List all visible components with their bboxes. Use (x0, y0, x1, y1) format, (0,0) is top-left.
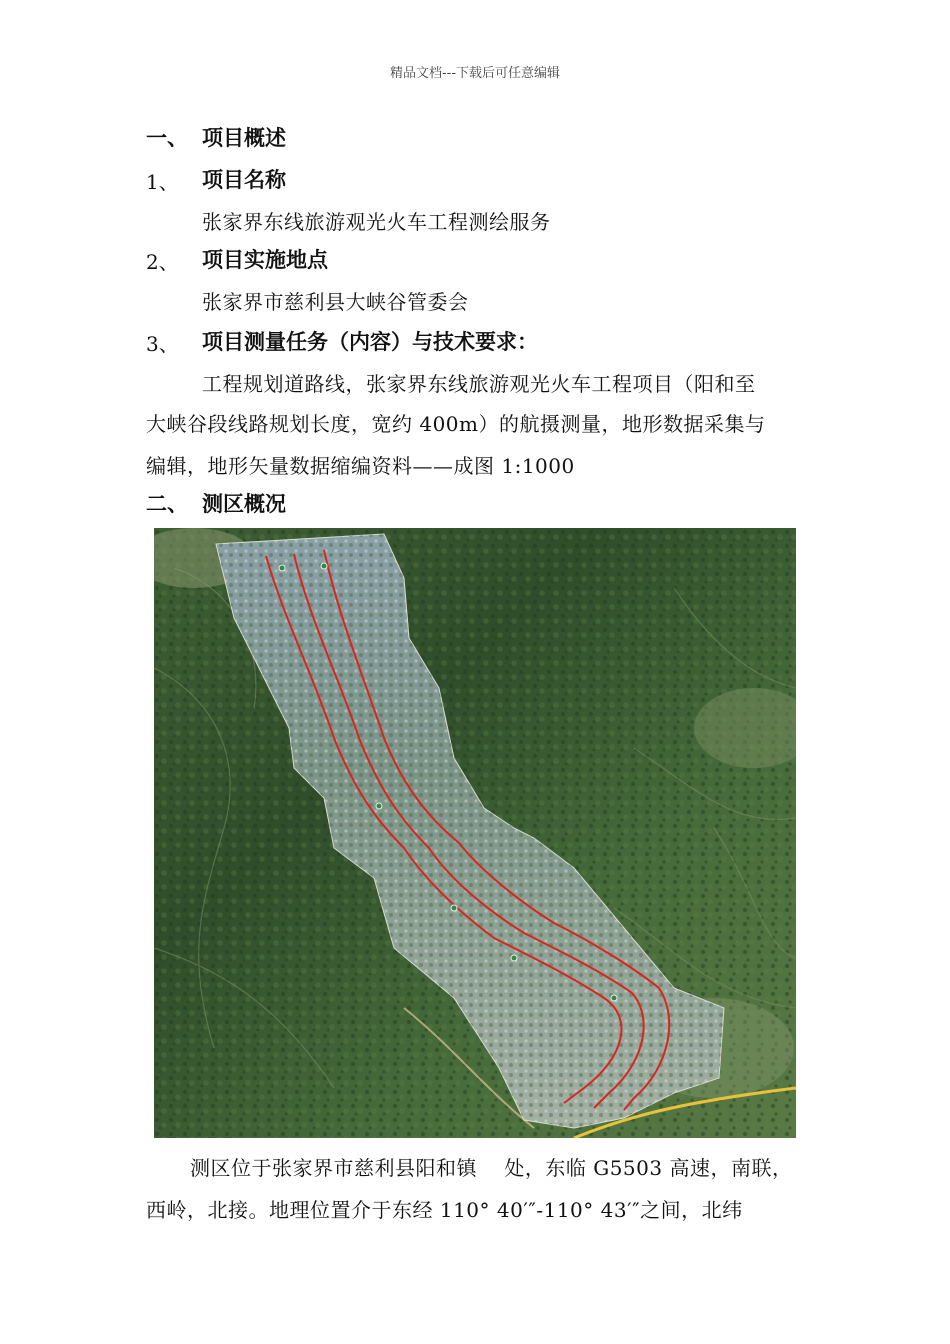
item-3-line-2: 大峡谷段线路规划长度，宽约 400m）的航摄测量，地形数据采集与 (146, 412, 766, 436)
item-3-number: 3、 (146, 332, 179, 356)
section-2-line-1: 测区位于张家界市慈利县阳和镇 处，东临 G5503 高速，南联， (190, 1156, 793, 1180)
section-2-title: 测区概况 (202, 492, 286, 516)
item-2-content: 张家界市慈利县大峡谷管委会 (202, 290, 469, 314)
item-3-title: 项目测量任务（内容）与技术要求： (202, 330, 538, 354)
item-3-line-1: 工程规划道路线，张家界东线旅游观光火车工程项目（阳和至 (202, 372, 756, 396)
item-2-number: 2、 (146, 250, 179, 274)
aerial-survey-map-image (154, 528, 796, 1138)
item-2-title: 项目实施地点 (202, 248, 328, 272)
section-2-marker: 二、 (146, 492, 188, 516)
section-1-title: 项目概述 (202, 126, 286, 150)
item-1-number: 1、 (146, 170, 179, 194)
section-2-line-2: 西岭，北接。地理位置介于东经 110° 40′″-110° 43′″之间，北纬 (146, 1198, 743, 1222)
item-1-title: 项目名称 (202, 168, 286, 192)
item-1-content: 张家界东线旅游观光火车工程测绘服务 (202, 210, 551, 234)
page-header: 精品文档---下载后可任意编辑 (389, 66, 561, 81)
section-1-marker: 一、 (146, 126, 188, 150)
item-3-line-3: 编辑，地形矢量数据缩编资料——成图 1:1000 (146, 454, 575, 478)
